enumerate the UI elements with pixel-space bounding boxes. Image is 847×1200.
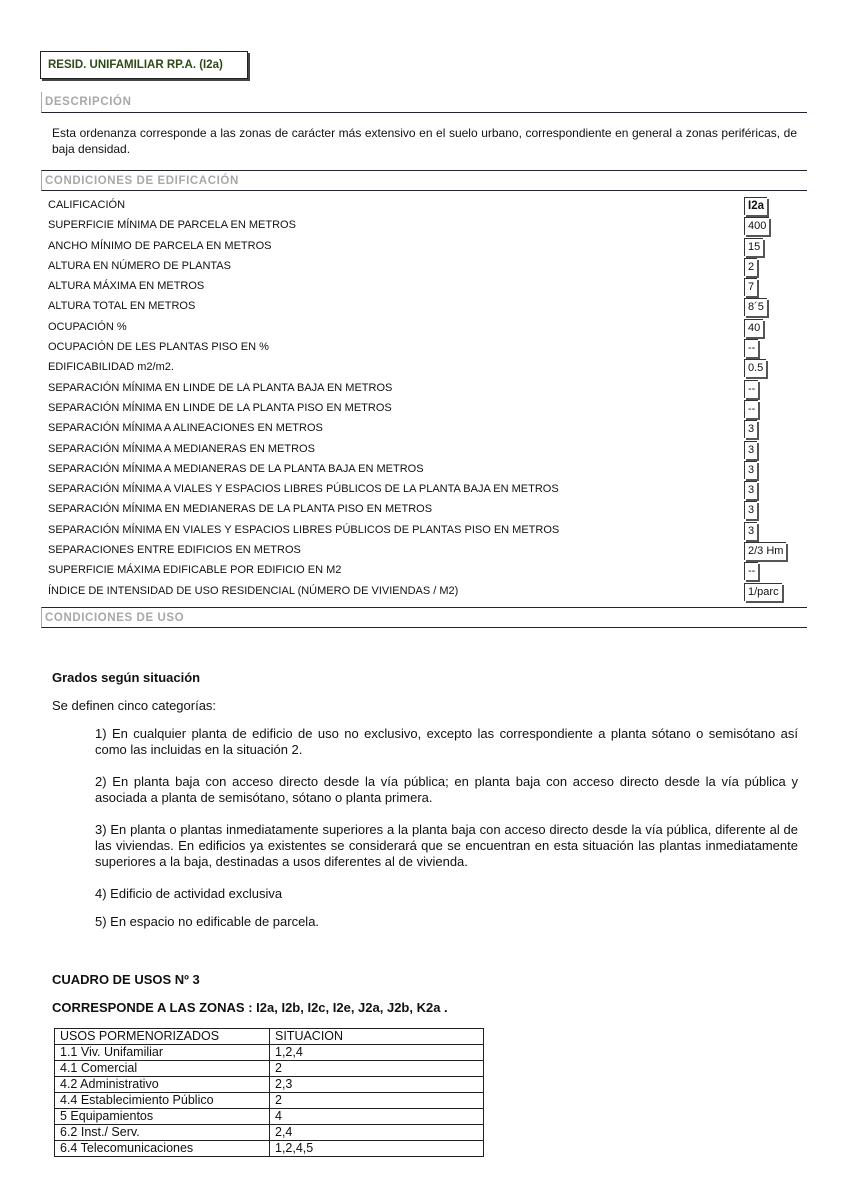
usos-table: [54, 1028, 484, 1157]
condition-value: 1/parc: [744, 583, 782, 601]
grado-item: 3) En planta o plantas inmediatamente superiores a la planta baja con acceso directo desde la vía pública, diferente al de las viviendas. En edificios ya existentes se considerará que se encuentran en esta situación las plantas inmediatamente superiores a la baja, destinadas a usos diferentes al de vivienda.: [95, 822, 798, 869]
condition-value: 7: [744, 278, 757, 296]
condition-label: SUPERFICIE MÍNIMA DE PARCELA EN METROS: [48, 219, 296, 232]
cuadro-zonas: CORRESPONDE A LAS ZONAS : I2a, I2b, I2c, I2e, J2a, J2b, K2a .: [52, 1000, 448, 1015]
condition-label: ALTURA TOTAL EN METROS: [48, 300, 196, 313]
situacion-cell: 1,2,4: [270, 1045, 484, 1061]
table-row: [55, 1045, 484, 1061]
condition-value: 15: [744, 238, 763, 256]
condition-value: 0.5: [744, 359, 766, 377]
condition-value: --: [744, 562, 758, 580]
description-text: Esta ordenanza corresponde a las zonas de carácter más extensivo en el suelo urbano, correspondiente en general a zonas periféricas, de baja densidad.: [52, 126, 797, 156]
condition-value: 2: [744, 258, 757, 276]
grados-intro: Se definen cinco categorías:: [52, 698, 217, 713]
condition-value: 8´5: [744, 298, 767, 316]
table-header-row: [55, 1029, 484, 1045]
condition-row: [48, 560, 788, 580]
table-row: [55, 1125, 484, 1141]
condition-label: SEPARACIÓN MÍNIMA A VIALES Y ESPACIOS LIBRES PÚBLICOS DE LA PLANTA BAJA EN METROS: [48, 483, 559, 496]
condition-label: EDIFICABILIDAD m2/m2.: [48, 361, 174, 374]
condition-value: 2/3 Hm: [744, 542, 786, 560]
condition-row: [48, 479, 788, 499]
condition-value: 3: [744, 481, 757, 499]
condition-label: SEPARACIONES ENTRE EDIFICIOS EN METROS: [48, 544, 301, 557]
condition-row: [48, 540, 788, 560]
condition-label: CALIFICACIÓN: [48, 199, 126, 211]
condition-value: 3: [744, 501, 757, 519]
building-conditions-list: [48, 195, 788, 601]
condition-row: [48, 418, 788, 438]
condition-value: --: [744, 400, 758, 418]
uso-cell: 1.1 Viv. Unifamiliar: [55, 1045, 270, 1061]
grado-item: 2) En planta baja con acceso directo desde la vía pública; en planta baja con acceso directo desde la vía pública y asociada a planta de semisótano, sótano o planta primera.: [95, 774, 798, 805]
condition-row: [48, 439, 788, 459]
condition-value: 3: [744, 461, 757, 479]
condition-row: [48, 195, 788, 215]
condition-row: [48, 317, 788, 337]
condition-value: 40: [744, 319, 763, 337]
condition-row: [48, 520, 788, 540]
table-row: [55, 1061, 484, 1077]
condition-row: [48, 256, 788, 276]
uso-cell: 6.4 Telecomunicaciones: [55, 1141, 270, 1157]
situacion-cell: 2: [270, 1061, 484, 1077]
table-row: [55, 1141, 484, 1157]
condition-row: [48, 337, 788, 357]
condition-value: I2a: [744, 197, 767, 215]
cuadro-title: CUADRO DE USOS Nº 3: [52, 972, 200, 987]
table-row: [55, 1093, 484, 1109]
condition-label: SEPARACIÓN MÍNIMA EN LINDE DE LA PLANTA PISO EN METROS: [48, 401, 392, 414]
condition-row: [48, 236, 788, 256]
uso-cell: 4.4 Establecimiento Público: [55, 1093, 270, 1109]
situacion-cell: 2: [270, 1093, 484, 1109]
condition-label: SEPARACIÓN MÍNIMA A MEDIANERAS DE LA PLANTA BAJA EN METROS: [48, 462, 424, 475]
condition-value: --: [744, 380, 758, 398]
condition-value: 3: [744, 522, 757, 540]
section-header-uso: CONDICIONES DE USO: [41, 607, 807, 628]
condition-label: SEPARACIÓN MÍNIMA A MEDIANERAS EN METROS: [48, 442, 315, 455]
condition-label: ALTURA MÁXIMA EN METROS: [48, 280, 205, 293]
condition-row: [48, 459, 788, 479]
condition-label: OCUPACIÓN DE LES PLANTAS PISO EN %: [48, 341, 269, 354]
column-header: USOS PORMENORIZADOS: [55, 1029, 270, 1045]
column-header: SITUACION: [270, 1029, 484, 1045]
situacion-cell: 1,2,4,5: [270, 1141, 484, 1157]
condition-label: SEPARACIÓN MÍNIMA EN VIALES Y ESPACIOS LIBRES PÚBLICOS DE PLANTAS PISO EN METROS: [48, 523, 560, 536]
condition-label: SEPARACIÓN MÍNIMA EN MEDIANERAS DE LA PLANTA PISO EN METROS: [48, 503, 433, 516]
uso-cell: 4.2 Administrativo: [55, 1077, 270, 1093]
grados-title: Grados según situación: [52, 670, 201, 685]
table-row: [55, 1077, 484, 1093]
situacion-cell: 2,4: [270, 1125, 484, 1141]
condition-row: [48, 398, 788, 418]
condition-label: SUPERFICIE MÁXIMA EDIFICABLE POR EDIFICIO EN M2: [48, 564, 342, 577]
document-title: RESID. UNIFAMILIAR RP.A. (I2a): [40, 51, 248, 79]
condition-value: 3: [744, 420, 757, 438]
grado-item: 4) Edificio de actividad exclusiva: [95, 886, 283, 901]
condition-label: OCUPACIÓN %: [48, 320, 127, 333]
uso-cell: 5 Equipamientos: [55, 1109, 270, 1125]
table-row: [55, 1109, 484, 1125]
condition-label: ÍNDICE DE INTENSIDAD DE USO RESIDENCIAL (NÚMERO DE VIVIENDAS / M2): [48, 584, 459, 597]
condition-label: SEPARACIÓN MÍNIMA EN LINDE DE LA PLANTA BAJA EN METROS: [48, 381, 393, 394]
grado-item: 1) En cualquier planta de edificio de uso no exclusivo, excepto las correspondiente a planta sótano o semisótano así como las incluidas en la situación 2.: [95, 726, 798, 757]
uso-cell: 4.1 Comercial: [55, 1061, 270, 1077]
condition-row: [48, 215, 788, 235]
condition-value: 3: [744, 441, 757, 459]
uso-cell: 6.2 Inst./ Serv.: [55, 1125, 270, 1141]
condition-row: [48, 378, 788, 398]
condition-row: [48, 276, 788, 296]
condition-value: --: [744, 339, 758, 357]
grado-item: 5) En espacio no edificable de parcela.: [95, 914, 320, 929]
condition-row: [48, 357, 788, 377]
condition-label: ALTURA EN NÚMERO DE PLANTAS: [48, 259, 231, 272]
condition-row: [48, 581, 788, 601]
condition-row: [48, 296, 788, 316]
condition-label: ANCHO MÍNIMO DE PARCELA EN METROS: [48, 239, 272, 252]
section-header-edificacion: CONDICIONES DE EDIFICACIÓN: [41, 170, 807, 191]
condition-value: 400: [744, 217, 769, 235]
situacion-cell: 2,3: [270, 1077, 484, 1093]
condition-row: [48, 499, 788, 519]
situacion-cell: 4: [270, 1109, 484, 1125]
section-header-descripcion: DESCRIPCIÓN: [41, 92, 807, 113]
condition-label: SEPARACIÓN MÍNIMA A ALINEACIONES EN METROS: [48, 422, 323, 435]
